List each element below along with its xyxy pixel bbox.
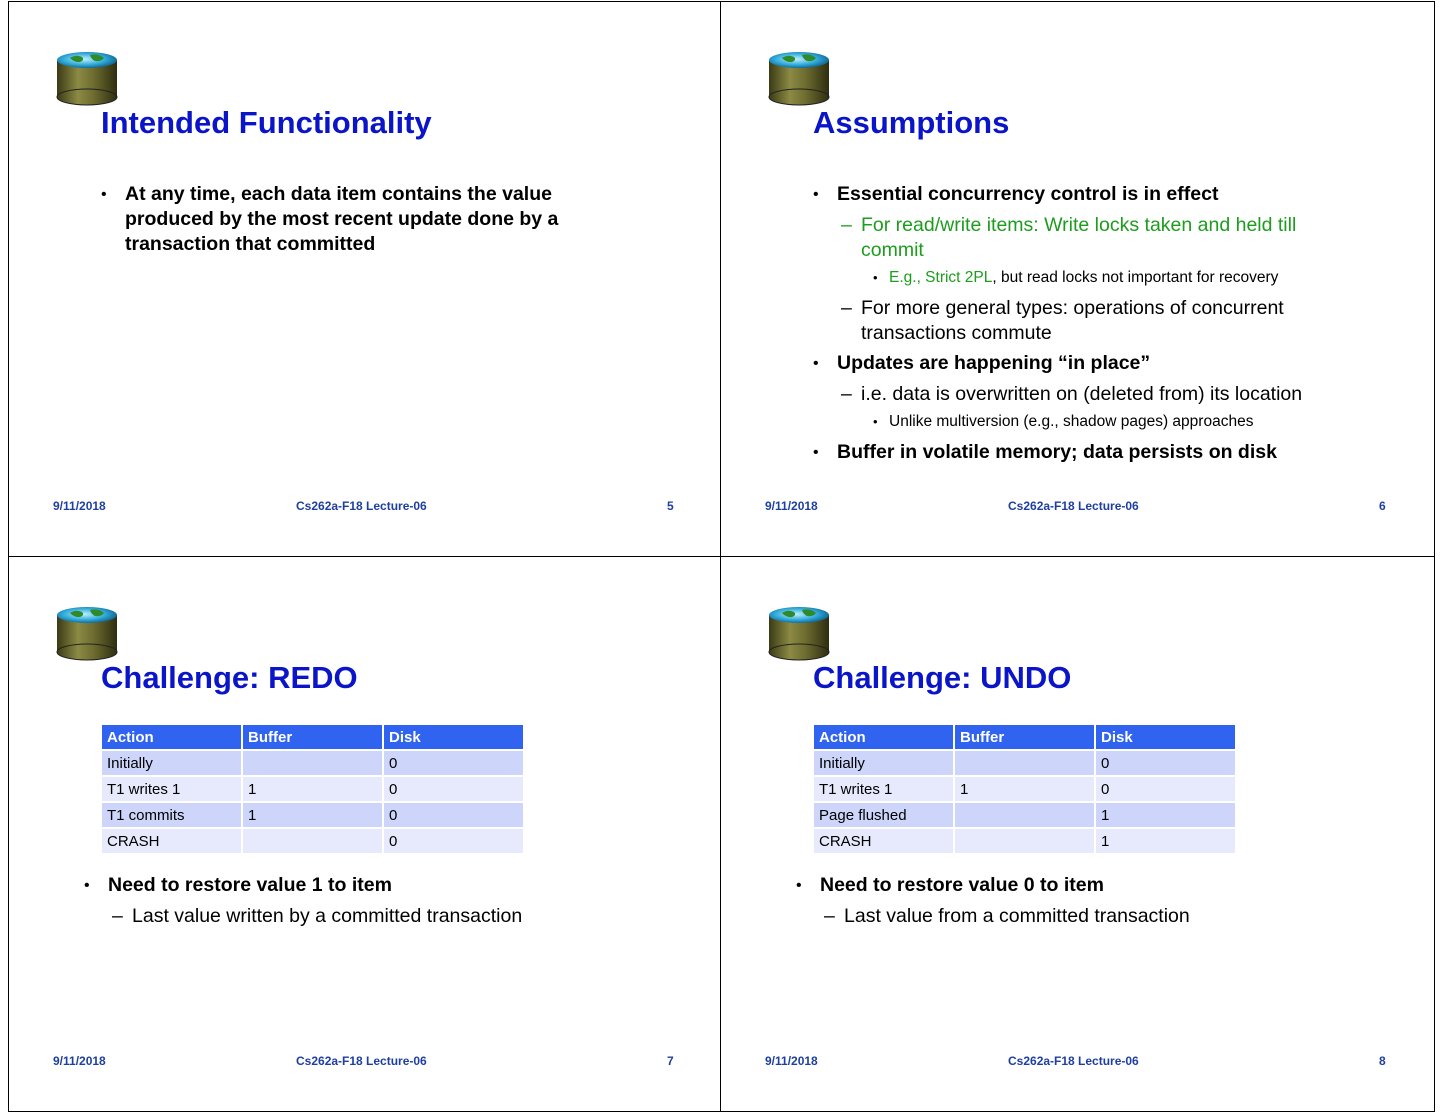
green-text: E.g., Strict 2PL [889,269,993,286]
table-row [102,751,525,777]
table-cell: 1 [1096,829,1237,855]
slide-body [813,182,1353,471]
slide-title: Challenge: REDO [101,660,358,695]
bullet-item: • At any time, each data item contains the value produced by the most recent update done by a transaction that committed [101,182,621,257]
table-cell: 1 [1096,803,1237,829]
footer-date: 9/11/2018 [53,499,106,513]
sub-sub-bullet-item: • Unlike multiversion (e.g., shadow pages) approaches [873,412,1353,432]
table-cell [243,751,384,777]
slide-number: 5 [667,499,674,513]
table-cell: Page flushed [814,803,955,829]
table-cell: 0 [1096,777,1237,803]
data-table [814,725,1237,855]
footer-course: Cs262a-F18 Lecture-06 [296,499,427,513]
footer-date: 9/11/2018 [765,499,818,513]
table-cell: CRASH [102,829,243,855]
database-globe-icon [56,51,118,106]
slide-number: 6 [1379,499,1386,513]
table-cell: CRASH [814,829,955,855]
slide-number: 8 [1379,1054,1386,1068]
sub-bullet-item: – Last value from a committed transaction [824,904,1396,929]
table-row [814,803,1237,829]
sub-bullet-item: – For more general types: operations of concurrent transactions commute [841,296,1353,346]
table-row [814,777,1237,803]
table-cell: 0 [1096,751,1237,777]
slide-5 [9,2,721,557]
table-header-row [814,725,1237,751]
data-table [102,725,525,855]
table-cell: 1 [243,803,384,829]
sub-bullet-item: – For read/write items: Write locks taken and held till commit [841,213,1353,263]
table-cell: T1 writes 1 [814,777,955,803]
column-header: Buffer [243,725,384,751]
plain-text: , but read locks not important for recovery [992,269,1279,286]
slide-8 [721,557,1433,1112]
table-row [814,829,1237,855]
bullet-item: • Essential concurrency control is in effect [813,182,1353,207]
sub-bullet-item: – Last value written by a committed transaction [112,904,684,929]
table-cell: Initially [814,751,955,777]
sub-sub-bullet-item [873,268,1353,288]
table-cell: 0 [384,803,525,829]
column-header: Disk [1096,725,1237,751]
slide-body [101,182,621,263]
footer-course: Cs262a-F18 Lecture-06 [1008,1054,1139,1068]
slide-body [84,873,684,934]
bullet-item: • Need to restore value 0 to item [796,873,1396,898]
column-header: Action [814,725,955,751]
slide-title: Intended Functionality [101,105,432,140]
table-row [102,777,525,803]
database-globe-icon [768,51,830,106]
slide-title: Assumptions [813,105,1010,140]
table-cell: 0 [384,751,525,777]
table-cell [955,829,1096,855]
table-cell: T1 writes 1 [102,777,243,803]
slide-6 [721,2,1433,557]
table-cell [243,829,384,855]
sub-bullet-item: – i.e. data is overwritten on (deleted from) its location [841,382,1353,407]
table-cell: 1 [243,777,384,803]
column-header: Disk [384,725,525,751]
table-row [814,751,1237,777]
database-globe-icon [56,606,118,661]
slide-body [796,873,1396,934]
table-row [102,803,525,829]
table-row [102,829,525,855]
footer-date: 9/11/2018 [53,1054,106,1068]
footer-date: 9/11/2018 [765,1054,818,1068]
table-header-row [102,725,525,751]
table-cell: 1 [955,777,1096,803]
table-cell: 0 [384,777,525,803]
bullet-item: • Buffer in volatile memory; data persists on disk [813,440,1353,465]
slide-number: 7 [667,1054,674,1068]
bullet-item: • Need to restore value 1 to item [84,873,684,898]
table-cell: Initially [102,751,243,777]
table-cell: 0 [384,829,525,855]
footer-course: Cs262a-F18 Lecture-06 [296,1054,427,1068]
table-cell [955,803,1096,829]
column-header: Action [102,725,243,751]
table-cell [955,751,1096,777]
bullet-item: • Updates are happening “in place” [813,351,1353,376]
database-globe-icon [768,606,830,661]
column-header: Buffer [955,725,1096,751]
footer-course: Cs262a-F18 Lecture-06 [1008,499,1139,513]
slide-title: Challenge: UNDO [813,660,1072,695]
table-cell: T1 commits [102,803,243,829]
slide-7 [9,557,721,1112]
